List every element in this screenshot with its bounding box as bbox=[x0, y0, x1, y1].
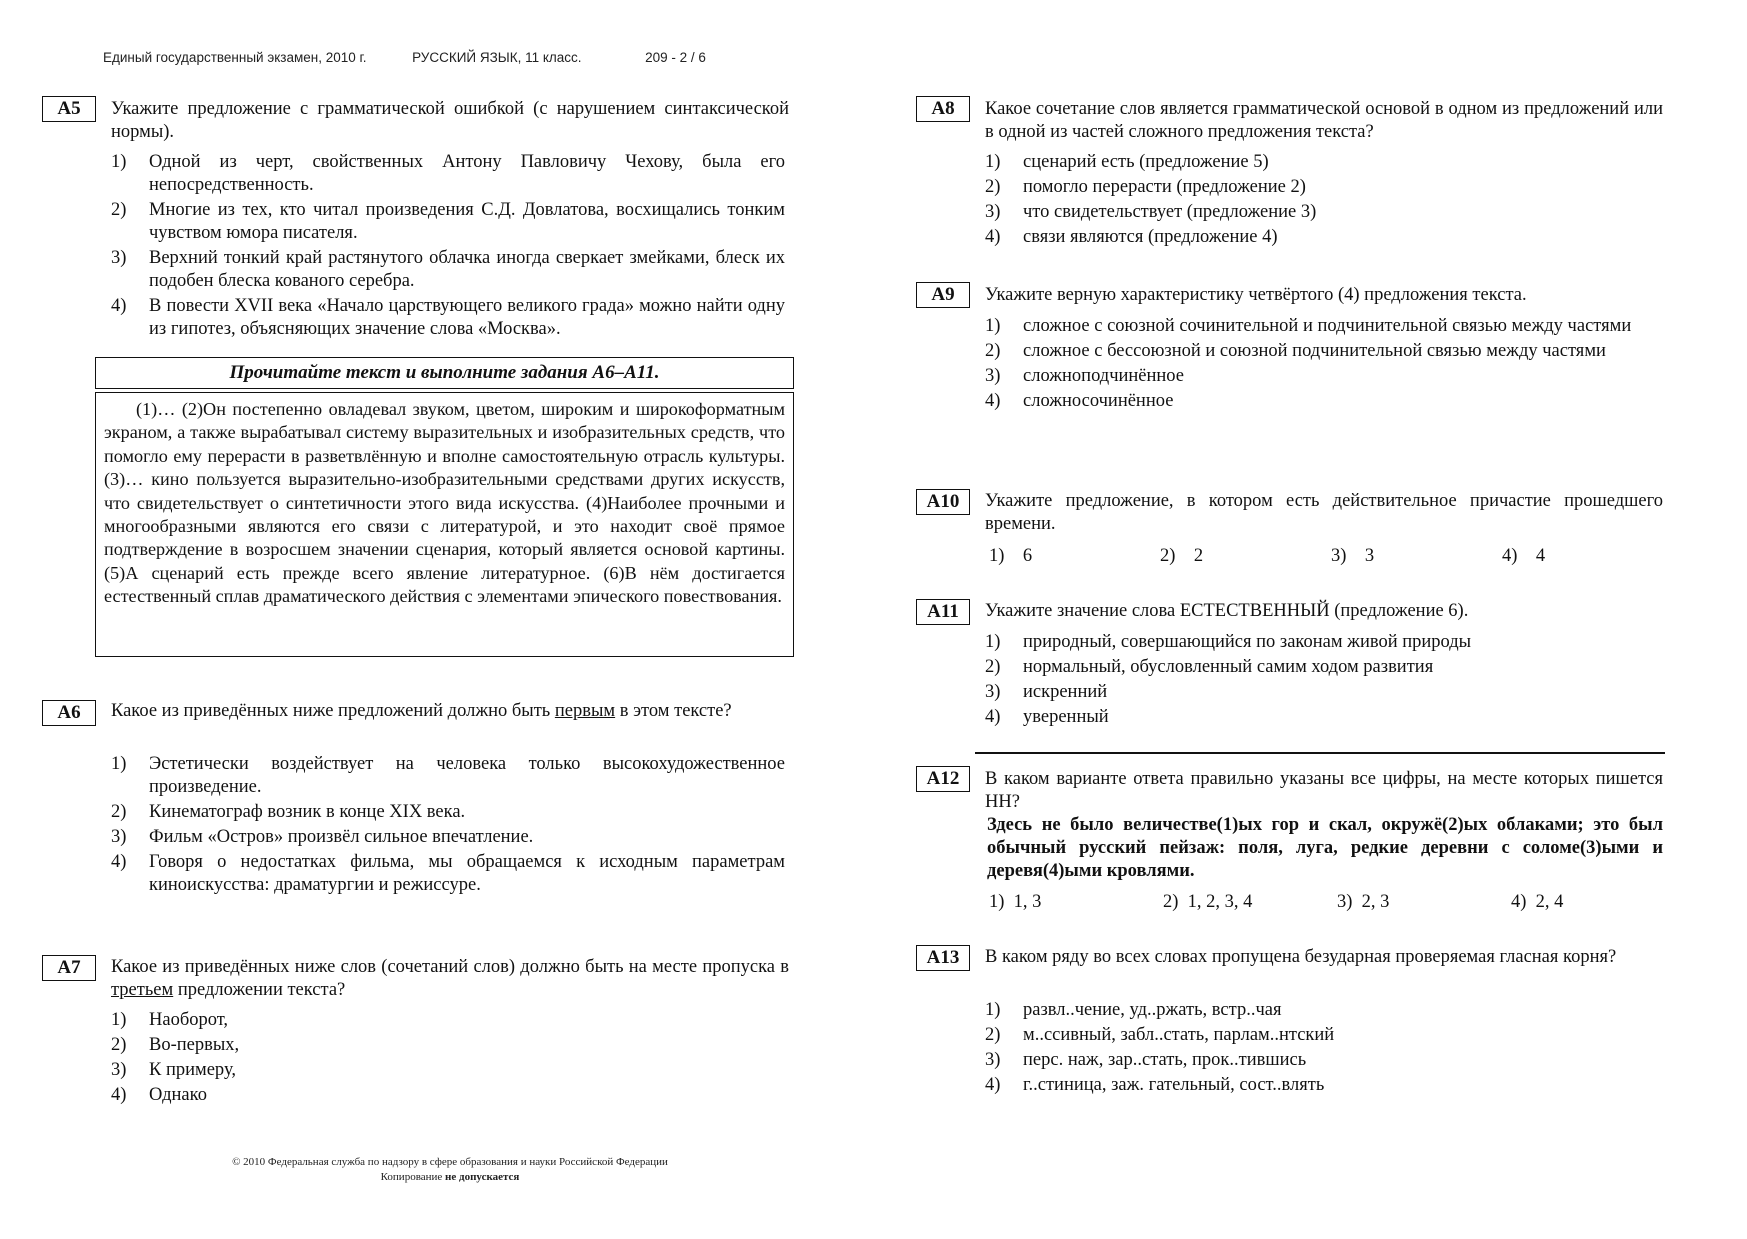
answer-options bbox=[985, 151, 1661, 251]
answer-options bbox=[985, 631, 1658, 731]
question-number: A10 bbox=[916, 489, 970, 515]
question-text: Укажите предложение, в котором есть действительное причастие прошедшего времени. bbox=[985, 491, 1663, 534]
option[interactable]: 3) 3 bbox=[1331, 546, 1375, 566]
answer-options bbox=[111, 151, 785, 343]
answer-options bbox=[985, 315, 1658, 415]
option[interactable]: 1) 6 bbox=[989, 546, 1033, 566]
answer-options bbox=[989, 892, 1563, 913]
copyright-line: © 2010 Федеральная служба по надзору в сфере образования и науки Российской Федерации bbox=[232, 1156, 668, 1168]
task-sentence: Здесь не было величестве(1)ых гор и скал, окружё(2)ых облаками; это был обычный русский пейзаж: поля, луга, редкие деревни с соломе(3)ыми и деревя(4)ыми кровлями. bbox=[987, 815, 1663, 881]
answer-options bbox=[111, 753, 785, 899]
option[interactable]: 1) природный, совершающийся по законам живой природы bbox=[985, 632, 1472, 652]
option[interactable]: 3) искренний bbox=[985, 682, 1108, 702]
exam-title: Единый государственный экзамен, 2010 г. bbox=[103, 50, 367, 65]
question-text: В каком варианте ответа правильно указаны все цифры, на месте которых пишется НН? bbox=[985, 769, 1663, 812]
question-number: A11 bbox=[916, 599, 970, 625]
question-number: A5 bbox=[42, 96, 96, 122]
option[interactable]: 1) 1, 3 bbox=[989, 892, 1042, 912]
question-text: Укажите предложение с грамматической ошибкой (с нарушением синтаксической нормы). bbox=[111, 99, 789, 142]
option[interactable]: 2) 1, 2, 3, 4 bbox=[1163, 892, 1253, 912]
answer-options bbox=[989, 546, 1545, 567]
question-text: Какое из приведённых ниже слов (сочетаний слов) должно быть на месте пропуска в третьем предложении текста? bbox=[111, 957, 789, 1000]
option[interactable]: 1) сценарий есть (предложение 5) bbox=[985, 152, 1269, 172]
question-number: A13 bbox=[916, 945, 970, 971]
option[interactable]: 2) нормальный, обусловленный самим ходом развития bbox=[985, 657, 1434, 677]
question-number: A12 bbox=[916, 766, 970, 792]
option[interactable]: 3) сложноподчинённое bbox=[985, 366, 1184, 386]
question-text: Какое сочетание слов является грамматической основой в одном из предложений или в одной из частей сложного предложения текста? bbox=[985, 99, 1663, 142]
option[interactable]: 2) сложное с бессоюзной и союзной подчинительной связью между частями bbox=[985, 341, 1606, 361]
option[interactable]: 1) Наоборот, bbox=[111, 1010, 229, 1030]
option[interactable]: 4) Однако bbox=[111, 1085, 207, 1105]
option[interactable]: 3) Фильм «Остров» произвёл сильное впечатление. bbox=[111, 827, 534, 847]
option[interactable]: 3) К примеру, bbox=[111, 1060, 236, 1080]
option[interactable]: 2) Кинематограф возник в конце XIX века. bbox=[111, 802, 466, 822]
question-number: A6 bbox=[42, 700, 96, 726]
option[interactable]: 3) 2, 3 bbox=[1337, 892, 1390, 912]
page-number: 209 - 2 / 6 bbox=[645, 50, 706, 65]
option[interactable]: 4) Говоря о недостатках фильма, мы обращаемся к исходным параметрам киноискусства: драматургии и режиссуре. bbox=[111, 852, 785, 895]
question-text: Укажите значение слова ЕСТЕСТВЕННЫЙ (предложение 6). bbox=[985, 601, 1469, 621]
question-number: A9 bbox=[916, 282, 970, 308]
option[interactable]: 1) сложное с союзной сочинительной и подчинительной связью между частями bbox=[985, 316, 1632, 336]
subject-title: РУССКИЙ ЯЗЫК, 11 класс. bbox=[412, 50, 582, 65]
option[interactable]: 4) 2, 4 bbox=[1511, 892, 1564, 912]
option[interactable]: 3) перс. наж, зар..стать, прок..тившись bbox=[985, 1050, 1307, 1070]
option[interactable]: 1) Эстетически воздействует на человека только высокохудожественное произведение. bbox=[111, 754, 785, 797]
option[interactable]: 3) что свидетельствует (предложение 3) bbox=[985, 202, 1317, 222]
question-number: A7 bbox=[42, 955, 96, 981]
section-divider bbox=[975, 752, 1665, 754]
option[interactable]: 2) Во-первых, bbox=[111, 1035, 240, 1055]
question-number: A8 bbox=[916, 96, 970, 122]
page-header bbox=[103, 50, 706, 65]
option[interactable]: 4) сложносочинённое bbox=[985, 391, 1174, 411]
option[interactable]: 1) Одной из черт, свойственных Антону Павловичу Чехову, была его непосредственность. bbox=[111, 152, 785, 195]
option[interactable]: 4) связи являются (предложение 4) bbox=[985, 227, 1278, 247]
option[interactable]: 4) 4 bbox=[1502, 546, 1546, 566]
question-text: Укажите верную характеристику четвёртого (4) предложения текста. bbox=[985, 285, 1527, 305]
option[interactable]: 3) Верхний тонкий край растянутого облачка иногда сверкает змейками, блеск их подобен блеска кованого серебра. bbox=[111, 248, 785, 291]
copy-notice: Копирование не допускается bbox=[380, 1171, 520, 1183]
option[interactable]: 2) помогло перерасти (предложение 2) bbox=[985, 177, 1306, 197]
answer-options bbox=[985, 999, 1658, 1099]
question-text: Какое из приведённых ниже предложений должно быть первым в этом тексте? bbox=[111, 701, 732, 721]
question-text: В каком ряду во всех словах пропущена безударная проверяемая гласная корня? bbox=[985, 947, 1617, 967]
option[interactable]: 2) 2 bbox=[1160, 546, 1204, 566]
page-footer bbox=[180, 1155, 720, 1185]
option[interactable]: 4) В повести XVII века «Начало царствующего великого града» можно найти одну из гипотез, объясняющих значение слова «Москва». bbox=[111, 296, 785, 339]
option[interactable]: 1) развл..чение, уд..ржать, встр..чая bbox=[985, 1000, 1282, 1020]
reading-passage: (1)… (2)Он постепенно овладевал звуком, цветом, широким и широкоформатным экраном, а также вырабатывал систему выразительных и изобразительных средств, что помогло ему перерасти в разветвлённую и вполне самостоятельную отрасль культуры. (3)… кино пользуется выразительно-изобразительными средствами других искусств, что свидетельствует о синтетичности этого вида искусства. (4)Наиболее прочными и многообразными являются его связи с литературой, и это находит своё прямое подтверждение в возросшем значении сценария, который является основой картины. (5)А сценарий есть прежде всего явление литературное. (6)В нём достигается естественный сплав драматического действия с элементами эпического повествования. bbox=[95, 392, 794, 657]
option[interactable]: 2) Многие из тех, кто читал произведения С.Д. Довлатова, восхищались тонким чувством юмора писателя. bbox=[111, 200, 785, 243]
option[interactable]: 4) уверенный bbox=[985, 707, 1109, 727]
instruction-banner: Прочитайте текст и выполните задания А6–А11. bbox=[95, 357, 794, 389]
option[interactable]: 4) г..стиница, заж. гательный, сост..влять bbox=[985, 1075, 1325, 1095]
option[interactable]: 2) м..ссивный, забл..стать, парлам..нтский bbox=[985, 1025, 1335, 1045]
answer-options bbox=[111, 1009, 785, 1109]
